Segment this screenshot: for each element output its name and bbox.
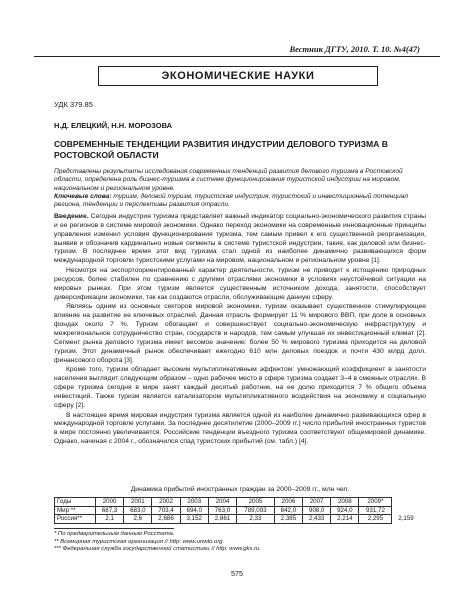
table-cell: 2003 [180, 498, 208, 507]
table-cell: Мир ** [55, 506, 96, 515]
table-cell: 687,3 [96, 506, 124, 515]
table-cell: 2007 [303, 498, 331, 507]
table-cell: 3,152 [180, 515, 208, 524]
table-cell: 2,686 [152, 515, 180, 524]
authors: Н.Д. ЕЛЕЦКИЙ, Н.Н. МОРОЗОВА [54, 121, 173, 130]
table-cell: 2,1 [96, 515, 124, 524]
table-cell: 2009* [359, 498, 392, 507]
footnote: *** Федеральная служба государственной статистики // http: www.gks.ru. [54, 546, 261, 553]
table-cell: 2001 [124, 498, 152, 507]
section-heading-text: ЭКОНОМИЧЕСКИЕ НАУКИ [161, 70, 315, 82]
journal-header: Вестник ДГТУ, 2010. Т. 10. №4(47) [289, 44, 420, 54]
table-cell: 703,4 [152, 506, 180, 515]
table-cell: 2004 [208, 498, 236, 507]
section-heading [98, 66, 378, 86]
table-cell: 2,214 [331, 515, 359, 524]
footnote: * По предварительным данным Росстата. [54, 531, 175, 537]
table-cell: 694,0 [180, 506, 208, 515]
article-body [54, 213, 426, 448]
table-cell: 2,33 [237, 515, 275, 524]
table-cell: 2,861 [208, 515, 236, 524]
table-cell: 683,0 [124, 506, 152, 515]
table-header-row [55, 498, 420, 507]
table-cell: 2006 [274, 498, 302, 507]
table-cell: 908,0 [303, 506, 331, 515]
article-title: СОВРЕМЕННЫЕ ТЕНДЕНЦИИ РАЗВИТИЯ ИНДУСТРИИ ДЕЛОВОГО ТУРИЗМА В РОСТОВСКОЙ ОБЛАСТИ [54, 139, 388, 160]
paragraph: Кроме того, туризм обладает высоким мультипликативным эффектом: умножающий коэффициент в занятости населения выглядит следующим образом – одно рабочее место в сфере туризма создает 3–4 в смежных отраслях. В сфере туризма сегодня в мире занят каждый десятый работник, на ее долю приходится 7 % общего объема инвестиций. Также туризм является катализатором мультипликативного воздействия на экономику и социальную сферу [2]. [54, 366, 426, 409]
footnote-rule [54, 528, 174, 529]
table-cell: 931,72 [359, 506, 392, 515]
table-cell: 2,433 [303, 515, 331, 524]
keywords [54, 193, 424, 210]
intro-label: Введение. [54, 213, 89, 220]
table-cell: 2005 [237, 498, 275, 507]
arrivals-table [54, 497, 420, 524]
udk-code: УДК 379.85 [54, 100, 93, 109]
abstract: Представлены результаты исследования современных тенденций развития делового туризма в Ростовской области, определена роль бизнес-туризма в системе функционирования туристской индустрии на мировом, национальном и региональном уровне. [54, 168, 403, 192]
paragraph: Несмотря на экспортоориентированный характер деятельности, туризм не приводит к истощению природных ресурсов, более стабилен по сравнению с другими отраслями экономики в условиях неустойчивой ситуации на мировых рынках. При этом туризм является существенным источником дохода, занятости, способствует диверсификации экономики, так как создаются отрасли, обслуживающие данную сферу. [54, 267, 426, 301]
table-cell: 789,093 [237, 506, 275, 515]
paragraph: Являясь одним из основных секторов мировой экономики, туризм оказывает существенное стимулирующее влияние на развитие ее ключевых отраслей. Данная отрасль формирует 11 % мирового ВВП, при доле в основных фондах около 7 %. Туризм обогащает и совершенствует социально-экономическую инфраструктуру и межрегиональное сотрудничество стран, государств и народов, тем самым улучшая их инвестиционный климат [2]. Сегмент рынка делового туризма имеет весомое значение: более 50 % мирового туризма приходится на деловой туризм. Этот динамичный рынок обеспечивает ежегодно 610 млн деловых поездок и почти 430 млрд долл. финансового оборота [3]. [54, 303, 426, 364]
table-cell: 2,159 [398, 515, 414, 523]
table-row [55, 515, 420, 524]
paragraph: В настоящее время мировая индустрия туризма является одной из наиболее динамично развивающихся сфер в международной торговле услугами. За последнее десятилетие (2000–2009 гг.) число прибытий иностранных туристов в мире постоянно увеличивается. Российские тенденции въездного туризма соответствуют общемировой динамике. Однако, начиная с 2004 г., обозначился спад туристских прибытий (см. табл.) [4]. [54, 411, 426, 446]
paragraph-intro [54, 213, 426, 266]
footnote: ** Всемирная туристская организация // http: www.unwto.org. [54, 538, 225, 545]
table-cell: 2,6 [124, 515, 152, 524]
footnotes [54, 531, 426, 554]
table-cell: 924,0 [331, 506, 359, 515]
table-caption: Динамика прибытий иностранных граждан за 2000–2009 гг., млн чел. [130, 486, 350, 493]
table-cell: 842,0 [274, 506, 302, 515]
paragraph-text: Сегодня индустрия туризма представляет важный индикатор социально-экономического развития страны и ее регионов в системе мировой экономики. Однако переход экономики на современные инновационные принципы управления изменил условия функционирования туризма, тем самым привел к его существенной реорганизации, выявив и обозначив кардинально новые сегменты в системе туристской индустрии, такие, как деловой или бизнес-туризм. В последнее время этот вид туризма стал одной из наиболее динамично развивающихся форм международной торговли туристскими услугами на мировом, национальном и региональном уровне [1]. [54, 213, 426, 265]
table-cell: 2,385 [274, 515, 302, 524]
keywords-label: Ключевые слова: [54, 193, 112, 200]
keywords-text: туризм, деловой туризм, туристская индустрия, туристский и инвестиционный потенциал региона, тенденции и перспективы развития отрасли. [54, 193, 409, 209]
table-cell: Годы [55, 498, 96, 507]
table-cell: 2008 [331, 498, 359, 507]
header-rule [34, 56, 440, 57]
table-cell: Россия** [55, 515, 96, 524]
table-cell: 2002 [152, 498, 180, 507]
table-cell: 2,295 [359, 515, 392, 524]
page-number: 575 [231, 569, 243, 578]
table-row [55, 506, 420, 515]
table-cell: 763,0 [208, 506, 236, 515]
table-cell: 2000 [96, 498, 124, 507]
